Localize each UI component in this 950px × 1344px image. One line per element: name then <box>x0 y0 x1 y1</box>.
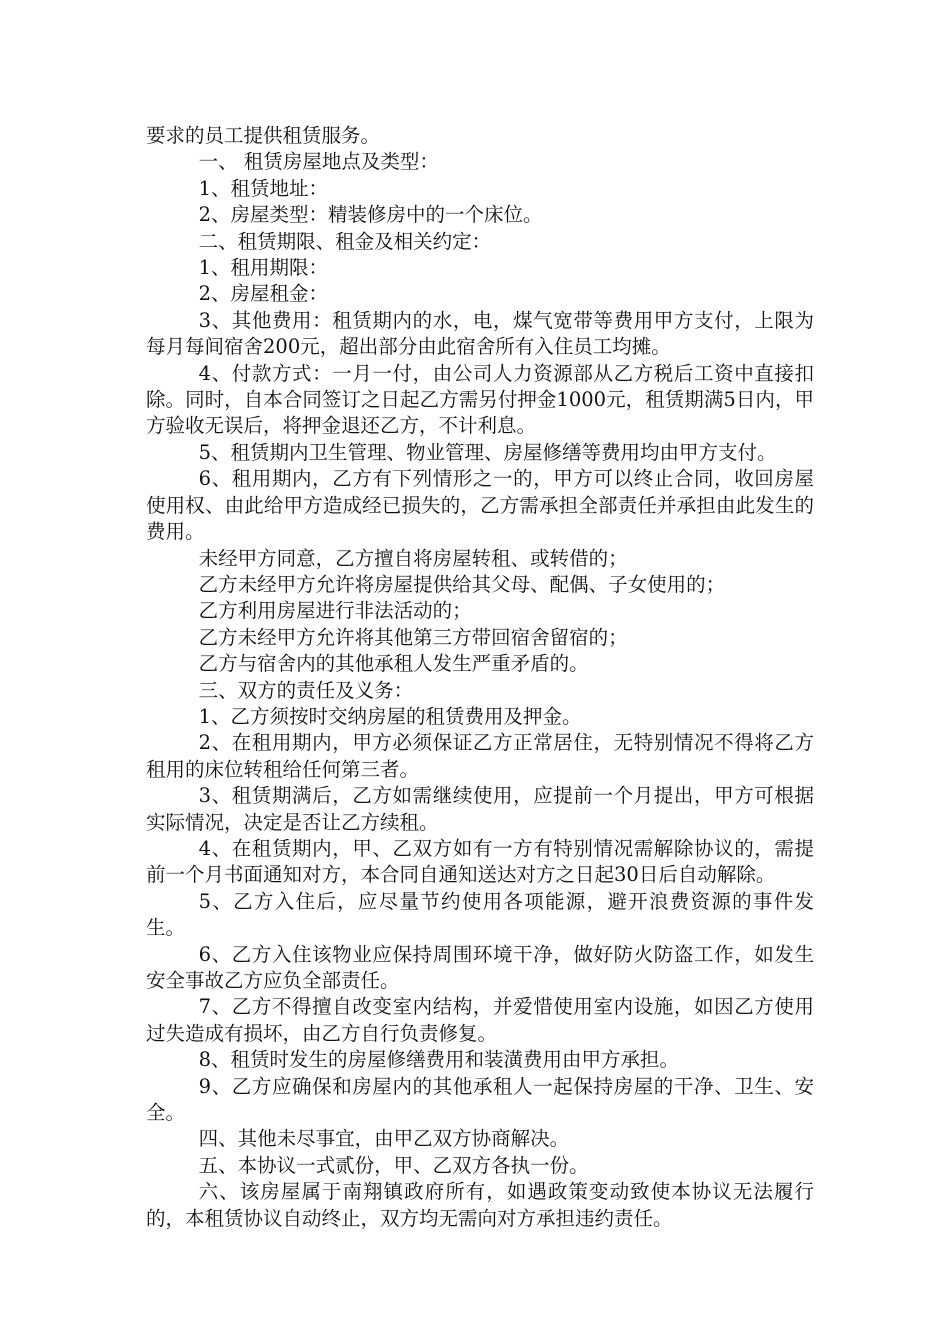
paragraph: 5、乙方入住后，应尽量节约使用各项能源，避开浪费资源的事件发生。 <box>146 889 814 940</box>
paragraph: 4、付款方式：一月一付，由公司人力资源部从乙方税后工资中直接扣除。同时，自本合同签订之日起乙方需另付押金1000元，租赁期满5日内，甲方验收无误后，将押金退还乙方，不计利息。 <box>146 361 814 438</box>
paragraph: 4、在租赁期内，甲、乙双方如有一方有特别情况需解除协议的，需提前一个月书面通知对方，本合同自通知送达对方之日起30日后自动解除。 <box>146 836 814 887</box>
paragraph: 乙方利用房屋进行非法活动的； <box>198 599 472 623</box>
paragraph: 1、乙方须按时交纳房屋的租赁费用及押金。 <box>198 704 582 728</box>
paragraph: 1、租用期限： <box>198 256 329 280</box>
paragraph: 2、在租用期内，甲方必须保证乙方正常居住，无特别情况不得将乙方租用的床位转租给任何第三者。 <box>146 731 814 781</box>
paragraph: 四、其他未尽事宜，由甲乙双方协商解决。 <box>198 1127 570 1151</box>
document-body <box>146 123 814 1232</box>
paragraph: 六、该房屋属于南翔镇政府所有，如遇政策变动致使本协议无法履行的，本租赁协议自动终止，双方均无需向对方承担违约责任。 <box>146 1180 814 1230</box>
paragraph: 2、房屋类型：精装修房中的一个床位。 <box>198 203 543 227</box>
paragraph: 7、乙方不得擅自改变室内结构，并爱惜使用室内设施，如因乙方使用过失造成有损坏，由乙方自行负责修复。 <box>146 995 814 1045</box>
paragraph: 5、租赁期内卫生管理、物业管理、房屋修缮等费用均由甲方支付。 <box>198 440 777 464</box>
paragraph: 乙方未经甲方允许将房屋提供给其父母、配偶、子女使用的； <box>198 572 726 596</box>
paragraph: 2、房屋租金： <box>198 282 329 306</box>
paragraph: 3、其他费用：租赁期内的水，电，煤气宽带等费用甲方支付，上限为每月每间宿舍200元，超出部分由此宿舍所有入住员工均摊。 <box>146 308 814 359</box>
paragraph: 未经甲方同意，乙方擅自将房屋转租、或转借的； <box>198 546 628 570</box>
paragraph: 一、 租赁房屋地点及类型： <box>198 150 439 174</box>
paragraph: 五、本协议一式贰份，甲、乙双方各执一份。 <box>198 1153 589 1177</box>
paragraph: 3、租赁期满后，乙方如需继续使用，应提前一个月提出，甲方可根据实际情况，决定是否让乙方续租。 <box>146 784 814 834</box>
paragraph: 8、租赁时发生的房屋修缮费用和装潢费用由甲方承担。 <box>198 1048 680 1072</box>
paragraph: 6、租用期内，乙方有下列情形之一的，甲方可以终止合同，收回房屋使用权、由此给甲方造成经已损失的，乙方需承担全部责任并承担由此发生的费用。 <box>146 467 814 544</box>
paragraph: 乙方未经甲方允许将其他第三方带回宿舍留宿的； <box>198 625 628 649</box>
paragraph: 1、租赁地址： <box>198 176 329 200</box>
paragraph: 9、乙方应确保和房屋内的其他承租人一起保持房屋的干净、卫生、安全。 <box>146 1074 814 1125</box>
paragraph: 要求的员工提供租赁服务。 <box>146 124 381 147</box>
paragraph: 二、租赁期限、租金及相关约定： <box>198 229 492 253</box>
paragraph: 乙方与宿舍内的其他承租人发生严重矛盾的。 <box>198 652 589 676</box>
paragraph: 三、双方的责任及义务： <box>198 678 414 702</box>
paragraph: 6、乙方入住该物业应保持周围环境干净，做好防火防盗工作，如发生安全事故乙方应负全部责任。 <box>146 942 814 992</box>
